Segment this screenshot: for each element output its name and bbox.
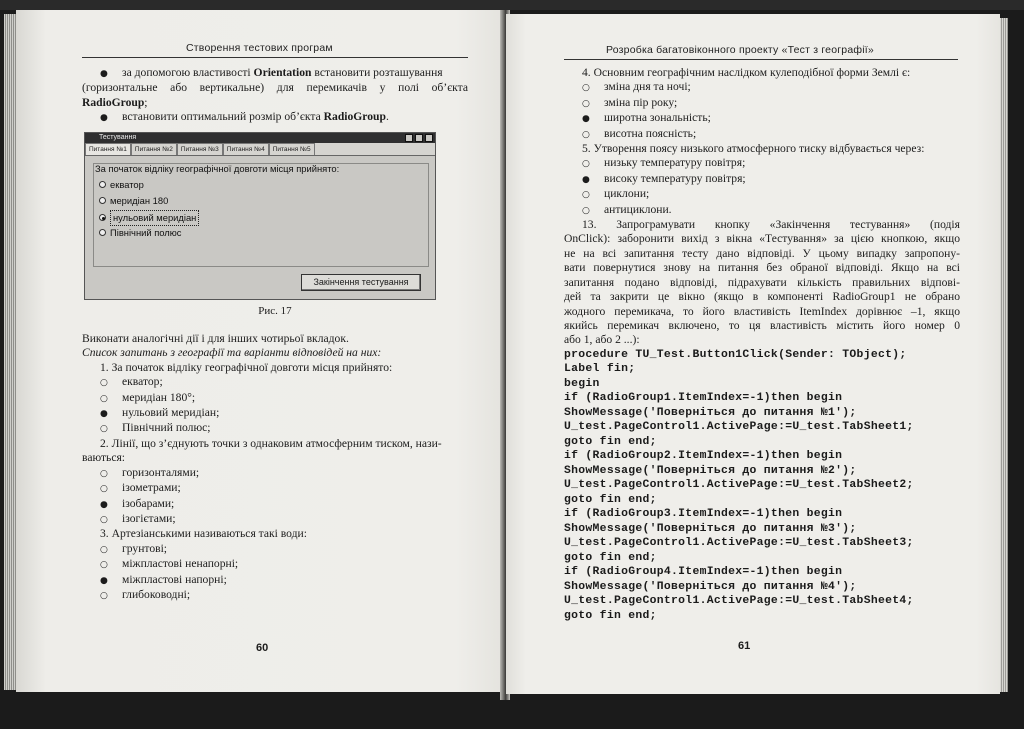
bullet-line: [82, 110, 468, 125]
question-line: [564, 66, 960, 80]
bullet-filled-icon: ●: [100, 499, 108, 510]
bullet-open-icon: ○: [100, 590, 108, 601]
radio-icon: [99, 197, 106, 204]
left-page: [16, 10, 504, 692]
tab-question-5[interactable]: Питання №5: [269, 143, 315, 155]
code-line: goto fin end;: [564, 609, 657, 622]
scan-background: [0, 0, 1024, 10]
code-line: goto fin end;: [564, 551, 657, 564]
tab-question-2[interactable]: Питання №2: [131, 143, 177, 155]
answer-line-correct: [82, 406, 468, 421]
question-number: 2.: [100, 436, 109, 450]
question-text: Артезіанськими називаються такі води:: [111, 527, 307, 541]
answer-text: ізогієтами;: [122, 511, 176, 525]
code-line: U_test.PageControl1.ActivePage:=U_test.TabSheet4;: [564, 595, 914, 608]
answer-line: [82, 421, 468, 436]
step13-line: дей та закрити це вікно (якщо в компоненті RadioGroup1 не обрано: [564, 290, 960, 304]
code-line: ShowMessage('Поверніться до питання №3');: [564, 522, 857, 535]
code-line: if (RadioGroup3.ItemIndex=-1)then begin: [564, 508, 843, 521]
answer-line-correct: [564, 111, 960, 126]
bullet-filled-icon: ●: [582, 114, 590, 125]
answer-line: [564, 187, 960, 202]
close-icon[interactable]: [425, 134, 433, 142]
bullet-open-icon: ○: [100, 424, 108, 435]
question-continuation: ваються:: [82, 451, 126, 465]
answer-text: антициклони.: [604, 202, 672, 216]
radio-selected-icon: [99, 214, 106, 221]
code-line: goto fin end;: [564, 493, 657, 506]
answer-line: [82, 481, 468, 496]
answer-line: [82, 391, 468, 406]
question-text: Лінії, що з’єднують точки з однаковим атмосферним тиском, нази-: [111, 436, 442, 450]
answer-line: [82, 542, 468, 557]
radio-option-equator[interactable]: [99, 178, 144, 192]
term-bold: Orientation: [253, 66, 312, 79]
text-run: ;: [144, 95, 148, 109]
bullet-open-icon: ○: [100, 514, 108, 525]
code-line: ShowMessage('Поверніться до питання №4');: [564, 580, 857, 593]
figure-test-window: [84, 132, 436, 300]
answer-line: [564, 156, 960, 171]
code-line: goto fin end;: [564, 435, 657, 448]
question-line: [82, 437, 468, 451]
code-line: ShowMessage('Поверніться до питання №1');: [564, 406, 857, 419]
tab-strip: [85, 143, 435, 156]
step13-line: або 1, або 2 ...):: [564, 333, 640, 347]
answer-line: [564, 203, 960, 218]
right-running-head: Розробка багатовіконного проекту «Тест з географії»: [606, 44, 874, 56]
answer-text: висотна поясність;: [604, 126, 697, 140]
question-caption: За початок відліку географічної довготи місця прийнято:: [95, 162, 340, 174]
option-label: нульовий меридіан: [110, 210, 199, 226]
code-line: ShowMessage('Поверніться до питання №2');: [564, 464, 857, 477]
bullet-open-icon: ○: [582, 159, 590, 170]
bullet-filled-icon: ●: [100, 575, 108, 586]
step13-line: вати повернутися знову на питання без обраної відповіді. Якщо на всі: [564, 261, 960, 275]
code-line: if (RadioGroup2.ItemIndex=-1)then begin: [564, 450, 843, 463]
right-page: [506, 14, 1000, 694]
bullet-filled-icon: ●: [100, 69, 108, 79]
step13-line: 13. Запрограмувати кнопку «Закінчення тестування» (подія: [582, 218, 960, 232]
bullet-open-icon: ○: [100, 560, 108, 571]
answer-line-correct: [82, 573, 468, 588]
right-body: [564, 66, 960, 623]
page-number-left: 60: [256, 642, 269, 654]
answer-text: меридіан 180°;: [122, 390, 196, 404]
question-number: 5.: [582, 142, 591, 156]
answer-line: [82, 466, 468, 481]
bullet-continuation: (горизонтальне або вертикальне) для перемикачів у полі об’єкта: [82, 81, 468, 95]
answer-line: [564, 127, 960, 142]
answer-text: грунтові;: [122, 541, 168, 555]
bullet-open-icon: ○: [100, 468, 108, 479]
step13-line: не на всі запитання тесту дано відповіді. У цьому випадку запропону-: [564, 246, 960, 260]
answer-text: зміна пір року;: [604, 95, 678, 109]
left-running-head: Створення тестових програм: [186, 42, 333, 54]
bullet-open-icon: ○: [582, 205, 590, 216]
text-run: за допомогою властивості: [122, 66, 254, 79]
step13-line: запитання подано відповіді, підрахувати кількість правильних відпові-: [564, 275, 960, 289]
answer-line-correct: [564, 172, 960, 187]
left-body: [82, 66, 468, 603]
tab-question-4[interactable]: Питання №4: [223, 143, 269, 155]
answer-text: міжпластові напорні;: [122, 572, 227, 586]
finish-test-button[interactable]: Закінчення тестування: [301, 274, 421, 291]
step13-line: якийсь перемикач включено, то ця властивість містить його номер 0: [564, 318, 960, 332]
window-title: Тестування: [99, 133, 137, 141]
radio-option-zero-meridian[interactable]: [99, 210, 199, 226]
code-line: Label fin;: [564, 363, 636, 376]
paragraph: Виконати аналогічні дії і для інших чотирьої вкладок.: [82, 332, 349, 346]
bullet-open-icon: ○: [100, 393, 108, 404]
answer-text: міжпластові ненапорні;: [122, 557, 239, 571]
right-head-rule: [564, 59, 958, 60]
answer-text: ізометрами;: [122, 481, 181, 495]
code-line: if (RadioGroup4.ItemIndex=-1)then begin: [564, 566, 843, 579]
tab-question-1[interactable]: Питання №1: [85, 143, 131, 155]
text-run: встановити розташування: [311, 66, 443, 79]
code-line: if (RadioGroup1.ItemIndex=-1)then begin: [564, 392, 843, 405]
radio-option-north-pole[interactable]: [99, 226, 181, 240]
answer-text: ізобарами;: [122, 496, 175, 510]
answer-line: [82, 588, 468, 603]
bullet-open-icon: ○: [582, 129, 590, 140]
code-listing: [564, 348, 960, 624]
bullet-open-icon: ○: [100, 378, 108, 389]
step13-line: жодного перемикача, то його властивість ItemIndex дорівнює –1, якщо: [564, 304, 960, 318]
bullet-open-icon: ○: [582, 190, 590, 201]
bullet-continuation: [82, 96, 468, 110]
radio-icon: [99, 229, 106, 236]
option-label: екватор: [110, 178, 144, 190]
question-number: 1.: [100, 360, 109, 374]
answer-text: горизонталями;: [122, 465, 200, 479]
answer-line: [82, 512, 468, 527]
answer-text: зміна дня та ночі;: [604, 80, 691, 94]
answer-text: низьку температуру повітря;: [604, 156, 746, 170]
bullet-line: [82, 66, 468, 81]
code-line: U_test.PageControl1.ActivePage:=U_test.TabSheet1;: [564, 421, 914, 434]
answer-text: нульовий меридіан;: [122, 406, 220, 420]
answer-line-correct: [82, 497, 468, 512]
answer-text: екватор;: [122, 375, 163, 389]
question-line: [82, 527, 468, 541]
text-run: .: [385, 110, 389, 124]
answer-text: Північний полюс;: [122, 421, 211, 435]
bullet-filled-icon: ●: [100, 113, 108, 124]
answer-text: високу температуру повітря;: [604, 171, 746, 185]
answer-text: глибоководні;: [122, 587, 191, 601]
radio-icon: [99, 181, 106, 188]
question-number: 3.: [100, 527, 109, 541]
bullet-open-icon: ○: [100, 484, 108, 495]
radio-option-meridian-180[interactable]: [99, 194, 168, 208]
question-line: [564, 142, 960, 156]
question-line: [82, 361, 468, 375]
figure-caption: Рис. 17: [258, 304, 292, 317]
answer-line: [564, 80, 960, 95]
maximize-icon[interactable]: [415, 134, 423, 142]
bullet-filled-icon: ●: [582, 174, 590, 185]
page-number-right: 61: [738, 640, 751, 652]
term-bold: RadioGroup: [82, 95, 145, 109]
option-label: Північний полюс: [110, 226, 182, 238]
question-text: За початок відліку географічної довготи місця прийнято:: [111, 360, 393, 374]
code-line: begin: [564, 377, 600, 390]
minimize-icon[interactable]: [405, 134, 413, 142]
question-number: 4.: [582, 66, 591, 79]
bullet-open-icon: ○: [582, 98, 590, 109]
code-line: U_test.PageControl1.ActivePage:=U_test.TabSheet2;: [564, 479, 914, 492]
code-line: procedure TU_Test.Button1Click(Sender: TObject);: [564, 348, 907, 361]
tab-question-3[interactable]: Питання №3: [177, 143, 223, 155]
question-text: Основним географічним наслідком кулеподібної форми Землі є:: [593, 66, 911, 79]
code-line: U_test.PageControl1.ActivePage:=U_test.TabSheet3;: [564, 537, 914, 550]
option-label: меридіан 180: [110, 194, 169, 206]
answer-text: циклони;: [604, 187, 650, 201]
paragraph-italic: Список запитань з географії та варіанти відповідей на них:: [82, 346, 382, 360]
bullet-filled-icon: ●: [100, 409, 108, 420]
question-text: Утворення поясу низького атмосферного тиску відбувається через:: [593, 142, 925, 156]
bullet-open-icon: ○: [100, 544, 108, 555]
left-head-rule: [82, 57, 468, 58]
answer-line: [82, 375, 468, 390]
text-run: встановити оптимальний розмір об’єкта: [122, 110, 324, 124]
term-bold: RadioGroup: [323, 110, 386, 124]
answer-text: широтна зональність;: [604, 111, 711, 125]
answer-line: [82, 557, 468, 572]
step13-line: OnClick): заборонити вихід з вікна «Тестування» за цією кнопкою, якщо: [564, 232, 960, 246]
window-titlebar: [85, 133, 435, 143]
bullet-open-icon: ○: [582, 83, 590, 94]
answer-line: [564, 96, 960, 111]
